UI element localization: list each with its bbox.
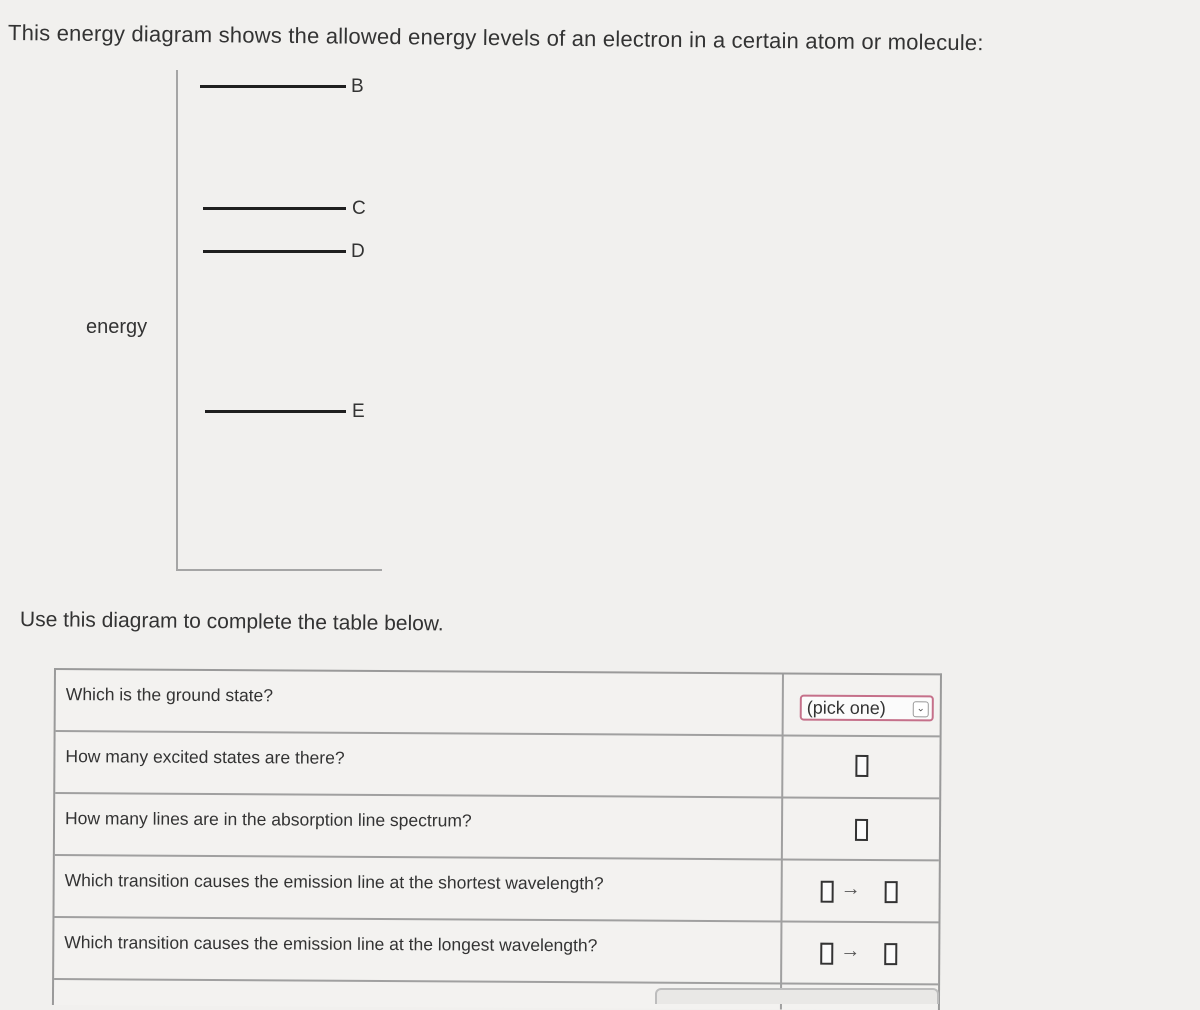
instruction-text: Use this diagram to complete the table below. xyxy=(19,608,444,636)
energy-level-label-d: D xyxy=(351,241,365,262)
energy-level-label-e: E xyxy=(352,401,365,422)
answer-excited-states xyxy=(783,736,939,797)
longest-to-input[interactable] xyxy=(884,943,897,965)
question-longest-wavelength: Which transition causes the emission line at the longest wavelength? xyxy=(64,932,598,956)
excited-states-input[interactable] xyxy=(855,755,868,777)
answer-shortest-wavelength xyxy=(782,860,938,921)
table-row-shortest-wavelength xyxy=(54,856,938,923)
table-row-longest-wavelength xyxy=(54,918,938,985)
baseline-axis xyxy=(176,569,382,571)
energy-level-label-c: C xyxy=(352,198,366,219)
table-row-absorption-lines xyxy=(55,794,939,861)
longest-from-input[interactable] xyxy=(820,943,833,965)
energy-axis xyxy=(176,70,178,570)
energy-level-label-b: B xyxy=(351,76,364,97)
ground-state-select-value: (pick one) xyxy=(806,697,886,719)
absorption-lines-input[interactable] xyxy=(855,819,868,841)
answer-ground-state xyxy=(784,674,940,735)
energy-level-c xyxy=(203,207,346,210)
question-excited-states: How many excited states are there? xyxy=(65,746,345,768)
energy-level-e xyxy=(205,410,346,413)
shortest-from-input[interactable] xyxy=(821,881,834,903)
question-shortest-wavelength: Which transition causes the emission line at the shortest wavelength? xyxy=(64,870,604,894)
ground-state-select[interactable] xyxy=(800,695,934,722)
energy-axis-label: energy xyxy=(86,316,148,338)
chevron-down-icon: ⌄ xyxy=(913,701,929,717)
energy-level-d xyxy=(203,250,346,253)
table-row-ground-state xyxy=(56,670,940,737)
table-row-excited-states xyxy=(55,732,939,799)
question-ground-state: Which is the ground state? xyxy=(65,684,274,706)
energy-level-b xyxy=(200,85,346,88)
energy-diagram xyxy=(0,0,600,600)
right-arrow-icon: → xyxy=(840,877,861,900)
shortest-to-input[interactable] xyxy=(885,881,898,903)
question-table xyxy=(52,668,942,1010)
bottom-button-edge[interactable] xyxy=(655,988,939,1004)
right-arrow-icon: → xyxy=(840,939,861,962)
answer-absorption-lines xyxy=(783,798,939,859)
intro-text: This energy diagram shows the allowed energy levels of an electron in a certain atom or molecule: xyxy=(7,20,984,56)
answer-longest-wavelength xyxy=(782,922,938,983)
question-absorption-lines: How many lines are in the absorption line spectrum? xyxy=(65,808,472,831)
